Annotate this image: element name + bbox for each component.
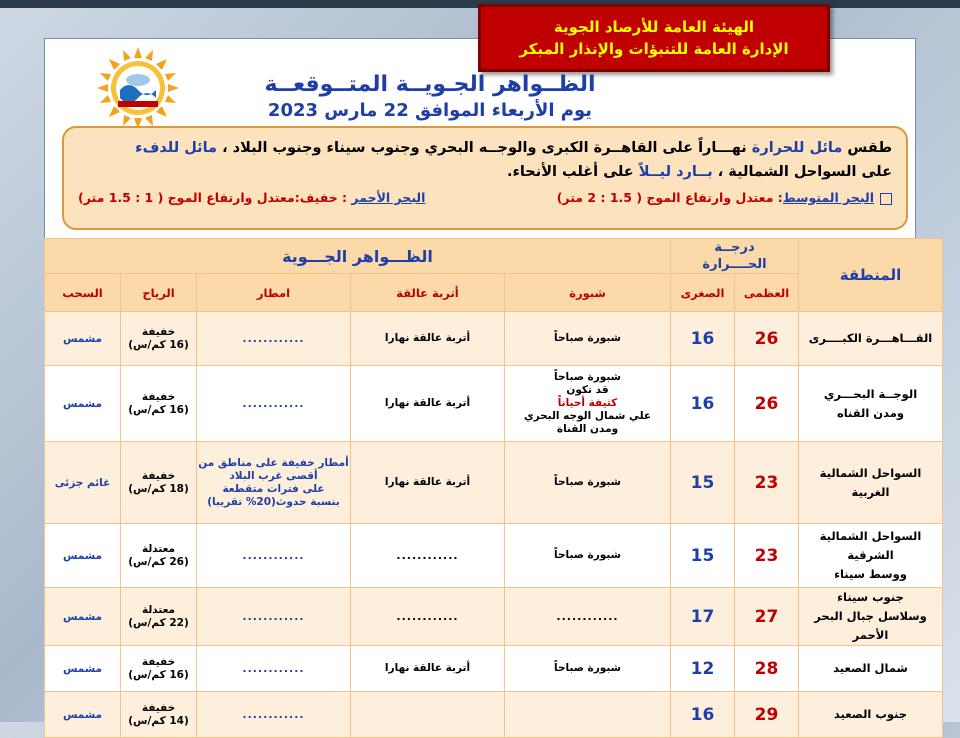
- sea-value: : خفيف:معتدل: [256, 190, 352, 205]
- region-name: الشرقية: [847, 548, 894, 562]
- temperature-header-line: درجــة: [714, 240, 755, 255]
- authority-name: الهيئة العامة للأرصاد الجوية: [553, 18, 755, 36]
- table-row: [45, 646, 943, 692]
- summary-text: طقس: [842, 140, 892, 156]
- min-temp: 16: [671, 312, 735, 366]
- dust-cell: ............: [351, 588, 505, 646]
- summary-text: على أغلب الأنحاء.: [506, 164, 639, 180]
- fog-header: شبورة: [505, 274, 671, 312]
- rain-header: امطار: [197, 274, 351, 312]
- summary-text: نهـــاراً على القاهــرة الكبرى والوجــه البحري وجنوب سيناء وجنوب البلاد ،: [217, 140, 752, 156]
- table-row: [45, 312, 943, 366]
- region-name: ووسط سيناء: [834, 567, 907, 581]
- rain-cell: ............: [197, 366, 351, 442]
- wind-speed: (16 كم/س): [128, 403, 189, 416]
- max-temp: 23: [735, 442, 799, 524]
- table-row: [45, 692, 943, 738]
- wind-cell: [121, 646, 197, 692]
- wind-cell: [121, 588, 197, 646]
- wind-cell: [121, 366, 197, 442]
- rain-cell: [197, 442, 351, 524]
- wind-strength: خفيفة: [141, 655, 176, 668]
- sea-conditions: [78, 190, 892, 205]
- summary-highlight: بــارد ليــلاً: [638, 164, 713, 180]
- max-temp: 26: [735, 366, 799, 442]
- wind-strength: معتدلة: [141, 603, 176, 616]
- fog-cell: شبورة صباحاً: [505, 524, 671, 588]
- table-row: [45, 588, 943, 646]
- authority-header: [478, 4, 830, 72]
- sea-label: البحر الأحمر: [351, 190, 426, 205]
- wind-cell: [121, 312, 197, 366]
- min-temp: 12: [671, 646, 735, 692]
- region-cell: جنوب الصعيد: [799, 692, 943, 738]
- wind-strength: معتدلة: [141, 542, 176, 555]
- max-temp: 28: [735, 646, 799, 692]
- temperature-header-line: الحــــرارة: [702, 257, 767, 272]
- min-header: الصغرى: [671, 274, 735, 312]
- fog-text: علي شمال الوجه البحري: [523, 410, 652, 422]
- min-temp: 15: [671, 442, 735, 524]
- checkbox-icon: [880, 193, 892, 205]
- fog-text: شبورة صباحاً: [554, 371, 621, 383]
- cloud-cell: مشمس: [45, 646, 121, 692]
- max-temp: 29: [735, 692, 799, 738]
- summary-highlight: مائل للحرارة: [751, 140, 843, 156]
- region-cell: شمال الصعيد: [799, 646, 943, 692]
- wind-strength: خفيفة: [141, 325, 176, 338]
- forecast-date: يوم الأربعاء الموافق 22 مارس 2023: [267, 100, 593, 121]
- weather-summary: [62, 126, 908, 230]
- page-title: الظــواهر الجـويــة المتــوقعــة: [264, 72, 596, 97]
- dust-header: أتربة عالقة: [351, 274, 505, 312]
- wind-speed: (18 كم/س): [128, 482, 189, 495]
- cloud-cell: مشمس: [45, 366, 121, 442]
- region-header: المنطقة: [799, 239, 943, 312]
- wind-strength: خفيفة: [141, 469, 176, 482]
- wind-cell: [121, 442, 197, 524]
- cloud-cell: غائم جزئى: [45, 442, 121, 524]
- region-name: جنوب سيناء: [837, 590, 904, 604]
- rain-cell: ............: [197, 312, 351, 366]
- region-name: السواحل الشمالية: [819, 529, 922, 543]
- wind-speed: (16 كم/س): [128, 668, 189, 681]
- summary-text: على السواحل الشمالية ،: [712, 164, 892, 180]
- rain-text: أمطار خفيفة على مناطق من: [198, 456, 349, 469]
- max-temp: 27: [735, 588, 799, 646]
- fog-highlight: كثيفة أحياناً: [557, 397, 618, 409]
- temperature-header: [671, 239, 799, 274]
- fog-text: ومدن القناة: [556, 423, 619, 435]
- summary-line-2: [78, 160, 892, 184]
- wave-height: وارتفاع الموج ( 1.5 : 2 متر): [556, 190, 736, 205]
- wind-strength: خفيفة: [141, 701, 176, 714]
- dust-cell: ............: [351, 524, 505, 588]
- cloud-cell: مشمس: [45, 312, 121, 366]
- ema-logo-icon: [96, 46, 180, 130]
- dust-cell: أتربة عالقة نهارا: [351, 442, 505, 524]
- region-cell: [799, 524, 943, 588]
- mediterranean-sea: [557, 190, 892, 205]
- wind-speed: (26 كم/س): [128, 555, 189, 568]
- fog-cell: [505, 366, 671, 442]
- dust-cell: أتربة عالقة نهارا: [351, 312, 505, 366]
- region-name: ومدن القناه: [836, 405, 905, 420]
- table-row: [45, 366, 943, 442]
- sea-value: : معتدل: [735, 190, 783, 205]
- wind-header: الرياح: [121, 274, 197, 312]
- fog-cell: شبورة صباحاً: [505, 312, 671, 366]
- fog-cell: [505, 692, 671, 738]
- dust-cell: أتربة عالقة نهارا: [351, 646, 505, 692]
- rain-text: أقصى غرب البلاد: [229, 469, 318, 482]
- region-cell: القـــاهـــرة الكبــــرى: [799, 312, 943, 366]
- red-sea: [78, 190, 425, 205]
- rain-text: على فترات متقطعة: [222, 482, 325, 495]
- region-name: الوجــة البحـــري: [823, 386, 918, 401]
- summary-line-1: [78, 136, 892, 160]
- summary-highlight: مائل للدفء: [135, 140, 218, 156]
- region-name: وسلاسل جبال البحر الأحمر: [814, 609, 927, 642]
- wind-speed: (22 كم/س): [128, 616, 189, 629]
- min-temp: 16: [671, 366, 735, 442]
- max-temp: 23: [735, 524, 799, 588]
- department-name: الإدارة العامة للتنبؤات والإنذار المبكر: [519, 40, 789, 58]
- cloud-cell: مشمس: [45, 588, 121, 646]
- rain-text: بنسبة حدوث(20% تقريبا): [207, 495, 340, 508]
- rain-cell: ............: [197, 692, 351, 738]
- dust-cell: أتربة عالقة نهارا: [351, 366, 505, 442]
- fog-cell: ............: [505, 588, 671, 646]
- cloud-cell: مشمس: [45, 692, 121, 738]
- wave-height: وارتفاع الموج ( 1 : 1.5 متر): [78, 190, 257, 205]
- fog-cell: شبورة صباحاً: [505, 646, 671, 692]
- region-cell: [799, 366, 943, 442]
- table-row: [45, 442, 943, 524]
- region-cell: السواحل الشمالية الغربية: [799, 442, 943, 524]
- rain-cell: ............: [197, 646, 351, 692]
- min-temp: 16: [671, 692, 735, 738]
- phenomena-header: الظـــواهر الجـــوية: [45, 239, 671, 274]
- fog-cell: شبورة صباحاً: [505, 442, 671, 524]
- table-row: [45, 524, 943, 588]
- sea-label: البحر المتوسط: [782, 190, 874, 205]
- dust-cell: [351, 692, 505, 738]
- wind-speed: (16 كم/س): [128, 338, 189, 351]
- wind-cell: [121, 692, 197, 738]
- wind-speed: (14 كم/س): [128, 714, 189, 727]
- fog-text: قد تكون: [566, 384, 609, 396]
- wind-cell: [121, 524, 197, 588]
- max-header: العظمى: [735, 274, 799, 312]
- max-temp: 26: [735, 312, 799, 366]
- min-temp: 17: [671, 588, 735, 646]
- region-cell: [799, 588, 943, 646]
- rain-cell: ............: [197, 524, 351, 588]
- rain-cell: ............: [197, 588, 351, 646]
- min-temp: 15: [671, 524, 735, 588]
- wind-strength: خفيفة: [141, 390, 176, 403]
- cloud-header: السحب: [45, 274, 121, 312]
- cloud-cell: مشمس: [45, 524, 121, 588]
- forecast-table: [44, 238, 943, 738]
